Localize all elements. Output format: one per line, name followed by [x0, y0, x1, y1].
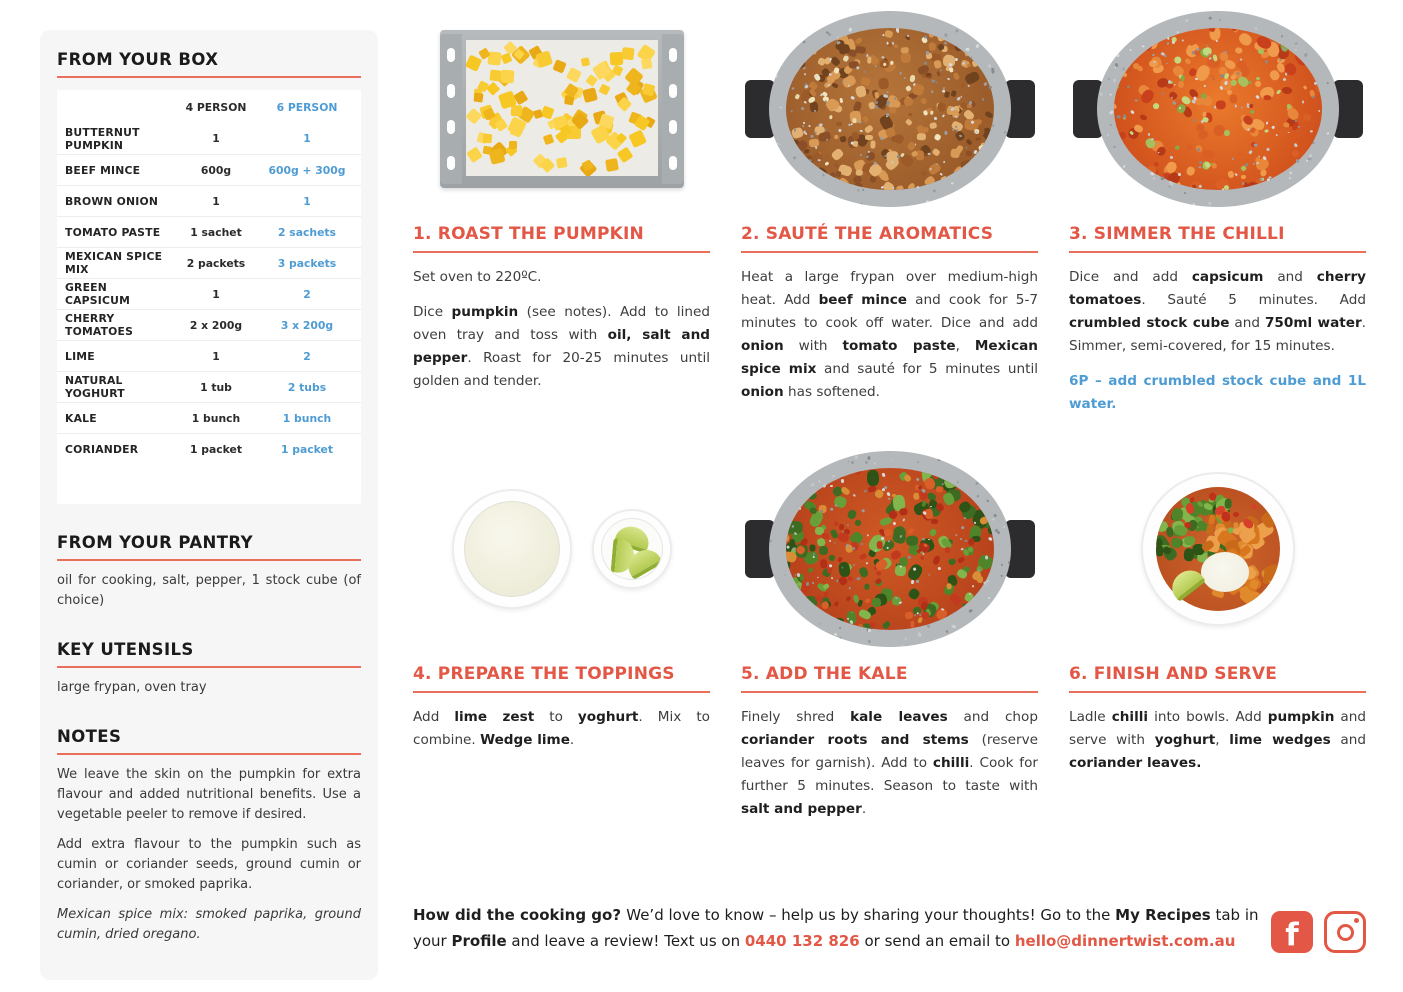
- text-segment: and chop: [947, 709, 1038, 725]
- text-segment: yoghurt: [1154, 732, 1216, 748]
- facebook-icon[interactable]: f: [1271, 911, 1313, 953]
- lime-bowl: [592, 509, 672, 589]
- step-5-title: 5. ADD THE KALE: [741, 664, 1038, 693]
- text-segment: . Mix to combine.: [413, 709, 710, 748]
- text-segment: onion: [741, 384, 784, 400]
- notes-section-title: NOTES: [57, 727, 361, 755]
- step-4-title: 4. PREPARE THE TOPPINGS: [413, 664, 710, 693]
- recipe-steps-grid: [413, 10, 1366, 833]
- chilli-pot-image: [1073, 10, 1363, 208]
- step-5: [741, 450, 1038, 833]
- text-segment: Ladle: [1069, 709, 1112, 725]
- step-4-instructions: [413, 706, 710, 752]
- step-4-photo: [413, 450, 710, 648]
- kale-pot-image: [745, 450, 1035, 648]
- text-segment: Set oven to 220ºC.: [413, 269, 542, 285]
- yoghurt-bowl: [452, 489, 572, 609]
- text-segment: .: [861, 801, 867, 817]
- text-segment: Dice and add: [1069, 269, 1192, 285]
- text-segment: We’d love to know – help us by sharing your thoughts! Go to the: [626, 906, 1116, 924]
- step-5-photo: [741, 450, 1038, 648]
- text-segment: (see notes). Add to lined oven tray and toss with: [413, 304, 710, 343]
- text-segment: Wedge lime: [480, 732, 570, 748]
- instagram-icon[interactable]: [1324, 911, 1366, 953]
- text-segment: to: [534, 709, 578, 725]
- text-segment: ,: [955, 338, 975, 354]
- pantry-section-title: FROM YOUR PANTRY: [57, 533, 361, 561]
- table-row: BROWN ONION 1 1: [57, 185, 361, 216]
- step-3-title: 3. SIMMER THE CHILLI: [1069, 224, 1366, 253]
- text-segment: . Simmer, semi-covered, for 15 minutes.: [1069, 315, 1366, 354]
- text-segment: lime wedges: [1229, 732, 1331, 748]
- step-3: [1069, 10, 1366, 450]
- text-segment: How did the cooking go?: [413, 906, 627, 924]
- text-segment: has softened.: [783, 384, 880, 400]
- text-segment: pumpkin: [451, 304, 519, 320]
- feedback-footer: [413, 903, 1366, 954]
- text-segment: yoghurt: [577, 709, 639, 725]
- text-segment: tomato paste: [842, 338, 956, 354]
- text-segment: . Cook for further 5 minutes. Season to taste with: [741, 755, 1038, 794]
- pantry-text: oil for cooking, salt, pepper, 1 stock cube (of choice): [57, 573, 361, 608]
- step-2-title: 2. SAUTÉ THE AROMATICS: [741, 224, 1038, 253]
- step-5-instructions: [741, 706, 1038, 821]
- table-row: GREEN CAPSICUM 1 2: [57, 278, 361, 309]
- pumpkin-cubes: [466, 40, 658, 176]
- step-2-photo: [741, 10, 1038, 208]
- text-segment: ,: [1215, 732, 1230, 748]
- text-segment: 750ml water: [1264, 315, 1362, 331]
- text-segment: chilli: [1111, 709, 1149, 725]
- step-4: [413, 450, 710, 833]
- toppings-bowls-image: [452, 489, 672, 609]
- step-2-instructions: [741, 266, 1038, 404]
- text-segment: Heat a large frypan over medium-high heat. Add: [741, 269, 1038, 308]
- utensils-section: [57, 640, 361, 698]
- text-segment: pumpkin: [1267, 709, 1335, 725]
- text-segment: tab in your: [413, 906, 1259, 950]
- box-table-body: [57, 123, 361, 464]
- text-segment: and cook for 5-7 minutes to cook off water. Dice and add: [741, 292, 1038, 331]
- text-segment: capsicum: [1191, 269, 1264, 285]
- text-segment: .: [569, 732, 575, 748]
- text-segment: . Sauté 5 minutes. Add: [1141, 292, 1366, 308]
- text-segment: Profile: [451, 931, 507, 950]
- step-1-instructions: [413, 266, 710, 393]
- step-6-photo: [1069, 450, 1366, 648]
- text-segment: and: [1330, 732, 1366, 748]
- text-segment: oil, salt and pepper: [413, 327, 710, 366]
- text-segment: . Roast for 20-25 minutes until golden and tender.: [413, 350, 710, 389]
- notes-text: [57, 765, 361, 945]
- step-3-photo: [1069, 10, 1366, 208]
- text-segment: My Recipes: [1115, 906, 1211, 924]
- ingredients-table: [57, 90, 361, 504]
- text-segment: and: [1229, 315, 1265, 331]
- text-segment: onion: [741, 338, 784, 354]
- step-6-instructions: [1069, 706, 1366, 775]
- text-segment: or send an email to: [859, 931, 1015, 950]
- table-row: KALE 1 bunch 1 bunch: [57, 402, 361, 433]
- step-6: [1069, 450, 1366, 833]
- text-segment: Add: [413, 709, 455, 725]
- phone-link[interactable]: 0440 132 826: [744, 931, 860, 950]
- text-segment: chilli: [932, 755, 970, 771]
- ingredients-sidebar: [40, 30, 378, 980]
- text-segment: Dice: [413, 304, 452, 320]
- email-link[interactable]: hello@dinnertwist.com.au: [1014, 931, 1236, 950]
- text-segment: Finely shred: [741, 709, 851, 725]
- text-segment: into bowls. Add: [1148, 709, 1268, 725]
- note-paragraph: Add extra flavour to the pumpkin such as cumin or coriander seeds, ground cumin or coriander, or smoked paprika.: [57, 837, 361, 892]
- table-row: LIME 1 2: [57, 340, 361, 371]
- step-1: [413, 10, 710, 450]
- table-row: CORIANDER 1 packet 1 packet: [57, 433, 361, 464]
- feedback-text: [413, 903, 1261, 954]
- table-row: TOMATO PASTE 1 sachet 2 sachets: [57, 216, 361, 247]
- text-segment: Mexican spice mix: [741, 338, 1038, 377]
- served-bowl-image: [1141, 472, 1295, 626]
- text-segment: and serve with: [1069, 709, 1366, 748]
- pantry-section: [57, 533, 361, 611]
- utensils-text: large frypan, oven tray: [57, 680, 207, 695]
- notes-section: [57, 727, 361, 945]
- text-segment: coriander roots and stems: [741, 732, 969, 748]
- text-segment: and leave a review! Text us on: [506, 931, 745, 950]
- header-4-person: 4 PERSON: [185, 101, 247, 114]
- text-segment: and sauté for 5 minutes until: [816, 361, 1038, 377]
- step-6-title: 6. FINISH AND SERVE: [1069, 664, 1366, 693]
- text-segment: 6P – add crumbled stock cube and 1L water.: [1069, 373, 1366, 412]
- box-section-title: FROM YOUR BOX: [57, 50, 361, 78]
- text-segment: kale leaves: [850, 709, 948, 725]
- note-paragraph: Mexican spice mix: smoked paprika, ground cumin, dried oregano.: [57, 907, 361, 942]
- table-row: MEXICAN SPICE MIX 2 packets 3 packets: [57, 247, 361, 278]
- note-paragraph: We leave the skin on the pumpkin for extra flavour and added nutritional benefits. Use a vegetable peeler to remove if desired.: [57, 767, 361, 822]
- text-segment: cherry tomatoes: [1069, 269, 1367, 308]
- table-row: BEEF MINCE 600g 600g + 300g: [57, 154, 361, 185]
- table-row: NATURAL YOGHURT 1 tub 2 tubs: [57, 371, 361, 402]
- oven-tray-image: [440, 30, 684, 188]
- header-6-person: 6 PERSON: [276, 101, 338, 114]
- text-segment: lime zest: [454, 709, 535, 725]
- step-1-title: 1. ROAST THE PUMPKIN: [413, 224, 710, 253]
- table-row: CHERRY TOMATOES 2 x 200g 3 x 200g: [57, 309, 361, 340]
- text-segment: salt and pepper: [741, 801, 862, 817]
- mince-pot-image: [745, 10, 1035, 208]
- text-segment: and: [1263, 269, 1317, 285]
- text-segment: (reserve leaves for garnish). Add to: [741, 732, 1038, 771]
- utensils-section-title: KEY UTENSILS: [57, 640, 361, 668]
- step-2: [741, 10, 1038, 450]
- text-segment: coriander leaves.: [1069, 755, 1202, 771]
- yoghurt-dollop: [1201, 552, 1249, 592]
- text-segment: beef mince: [818, 292, 907, 308]
- text-segment: crumbled stock cube: [1069, 315, 1230, 331]
- table-header-row: [57, 92, 361, 123]
- step-1-photo: [413, 10, 710, 208]
- table-row: BUTTERNUT PUMPKIN 1 1: [65, 125, 311, 152]
- social-icons: [1271, 911, 1366, 953]
- text-segment: with: [783, 338, 843, 354]
- step-3-instructions: [1069, 266, 1366, 416]
